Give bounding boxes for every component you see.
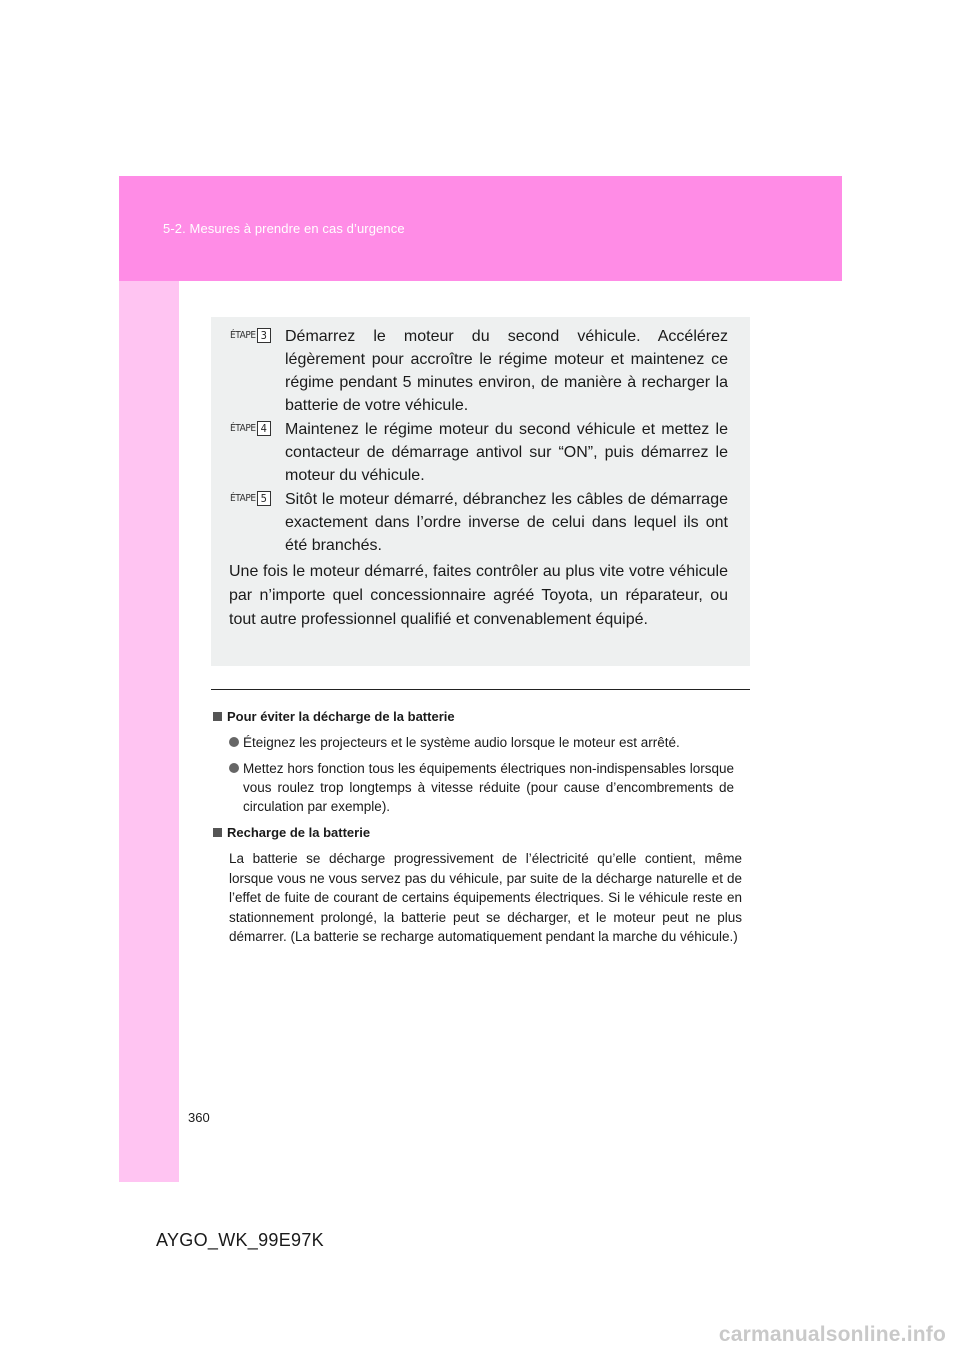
note-heading-battery-discharge xyxy=(213,709,455,724)
note-heading-text: Recharge de la batterie xyxy=(227,825,371,840)
step-label: ÉTAPE xyxy=(230,493,256,504)
step-badge xyxy=(229,421,271,436)
step-number: 5 xyxy=(257,491,271,506)
square-bullet-icon xyxy=(213,828,222,837)
circle-bullet-icon xyxy=(229,737,239,747)
document-code: AYGO_WK_99E97K xyxy=(156,1230,324,1250)
step-badge xyxy=(229,328,271,343)
step-label: ÉTAPE xyxy=(230,330,256,341)
note-heading-text: Pour éviter la décharge de la batterie xyxy=(227,709,455,724)
note-body: La batterie se décharge progressivement de l’électricité qu’elle contient, même lorsque vous ne vous servez pas du véhicule, par suite de la décharge naturelle et de l’effet de fuite de courant de certains équipements électriques. Si le véhicule reste en stationnement prolongé, la batterie peut se décharger, et le moteur peut ne plus démarrer. (La batterie se recharge automatiquement pendant la marche du véhicule.) xyxy=(229,851,742,945)
section-title: 5-2. Mesures à prendre en cas d’urgence xyxy=(163,221,405,236)
step-4 xyxy=(229,418,728,487)
step-text: Démarrez le moteur du second véhicule. Accélérez légèrement pour accroître le régime moteur et maintenez ce régime pendant 5 minutes environ, de manière à recharger la batterie de votre véhicule. xyxy=(285,328,728,414)
step-number: 3 xyxy=(257,328,271,343)
side-strip xyxy=(119,281,179,1182)
box-paragraph: Une fois le moteur démarré, faites contrôler au plus vite votre véhicule par n’importe quel concessionnaire agréé Toyota, un réparateur, ou tout autre professionnel qualifié et convenablement équipé. xyxy=(229,563,728,628)
note-heading-battery-recharge xyxy=(213,825,370,840)
section-divider xyxy=(211,689,750,690)
list-item xyxy=(229,733,734,752)
step-3 xyxy=(229,325,728,417)
step-5 xyxy=(229,488,728,557)
list-item-text: Mettez hors fonction tous les équipements électriques non-indispensables lorsque vous roulez trop longtemps à vitesse réduite (pour cause d’encombrements de circulation par exemple). xyxy=(243,761,734,814)
step-text: Maintenez le régime moteur du second véhicule et mettez le contacteur de démarrage antivol sur “ON”, puis démarrez le moteur du véhicule. xyxy=(285,421,728,484)
step-badge xyxy=(229,491,271,506)
square-bullet-icon xyxy=(213,712,222,721)
list-item-text: Éteignez les projecteurs et le système audio lorsque le moteur est arrêté. xyxy=(243,735,680,750)
step-number: 4 xyxy=(257,421,271,436)
step-label: ÉTAPE xyxy=(230,423,256,434)
page-number: 360 xyxy=(188,1110,210,1125)
list-item xyxy=(229,759,734,816)
circle-bullet-icon xyxy=(229,763,239,773)
watermark: carmanualsonline.info xyxy=(718,1323,946,1346)
step-text: Sitôt le moteur démarré, débranchez les câbles de démarrage exactement dans l’ordre inverse de celui dans lequel ils ont été branchés. xyxy=(285,491,728,554)
procedure-box xyxy=(211,317,750,666)
